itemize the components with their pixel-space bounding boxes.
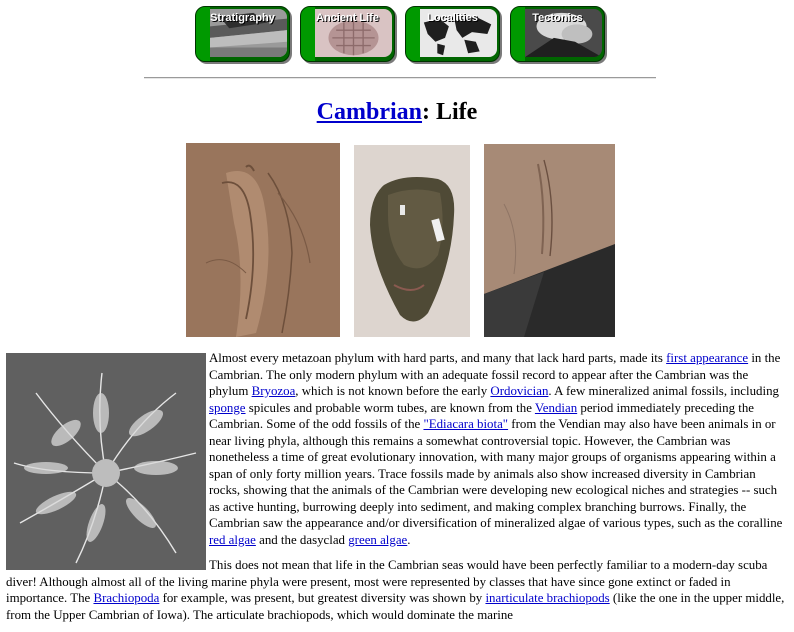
cambrian-link[interactable]: Cambrian — [316, 99, 423, 125]
text-segment: This does not mean that life in the Cambrian seas would have been perfectly familiar to a modern-day scuba diver! Although almost all of the living marine phyla were present, most were represented by classes that have since gone extinct or faded in importance. The — [6, 558, 768, 605]
text-segment: and the dasyclad — [255, 532, 349, 547]
text-segment: . A few mineralized animal fossils, including — [548, 384, 779, 398]
ordovician-link[interactable]: Ordovician — [490, 384, 549, 398]
nav-button-tectonics[interactable] — [510, 6, 605, 62]
nav-label: Stratigraphy — [210, 12, 275, 24]
text-segment: , which is not known before the early — [295, 384, 491, 398]
top-navigation — [195, 6, 607, 62]
sponge-link[interactable]: sponge — [209, 400, 246, 415]
text-segment: from the Vendian may also have been animals in or near living phyla, although this remains a somewhat controversial topic. However, the Cambrian was nonetheless a time of great evolutionary innovation, with many major groups of organisms appearing within a span of only forty million years. Trace fossils made by animals also show increased diversity in Cambrian rocks, showing that the animals of the Cambrian were developing new ecological niches and strategies -- such as active hunting, burrowing deeply into sediment, and making complex branching burrows. Finally, the Cambrian saw the appearance and/or diversification of mineralized algae of various types, such as the coralline — [209, 417, 783, 530]
nav-label: Tectonics — [532, 12, 583, 24]
text-segment: for example, was present, but greatest diversity was shown by — [159, 591, 486, 605]
nav-button-ancient-life[interactable] — [300, 6, 395, 62]
text-segment: (like the one in the upper middle, from the Upper Cambrian of Iowa). The articulate brachiopods, which would dominate the marine — [6, 591, 785, 622]
image-spacer — [6, 350, 209, 568]
text-segment: Almost every metazoan phylum with hard parts, and many that lack hard parts, made its — [209, 351, 667, 365]
text-segment: period immediately preceding the Cambrian. Some of the odd fossils of the — [209, 400, 754, 431]
ediacara-biota-link[interactable]: "Ediacara biota" — [423, 417, 509, 431]
bryozoa-link[interactable]: Bryozoa — [251, 384, 296, 398]
fossil-photo-left — [186, 143, 340, 337]
brachiopoda-link[interactable]: Brachiopoda — [93, 591, 160, 605]
vendian-link[interactable]: Vendian — [534, 400, 578, 415]
nav-button-localities[interactable] — [405, 6, 500, 62]
text-segment: . — [407, 532, 411, 547]
nav-label: Localities — [427, 12, 478, 24]
red-algae-link[interactable]: red algae — [209, 532, 256, 547]
main-content — [6, 350, 790, 632]
nav-button-stratigraphy[interactable] — [195, 6, 290, 62]
text-segment: spicules and probable worm tubes, are known from the — [245, 400, 535, 415]
page-title-rest: : Life — [422, 99, 478, 125]
first-appearance-link[interactable]: first appearance — [666, 351, 749, 365]
page-title — [0, 96, 794, 128]
nav-label: Ancient Life — [316, 12, 379, 24]
brachiopod-photo — [354, 145, 470, 337]
text-segment: in the Cambrian. The only modern phylum with an adequate fossil record to appear after the Cambrian was the phylum — [209, 351, 781, 398]
horizontal-rule — [144, 77, 656, 79]
green-algae-link[interactable]: green algae — [348, 532, 408, 547]
inarticulate-brachiopods-link[interactable]: inarticulate brachiopods — [485, 591, 610, 605]
fossil-photo-right — [484, 144, 615, 337]
